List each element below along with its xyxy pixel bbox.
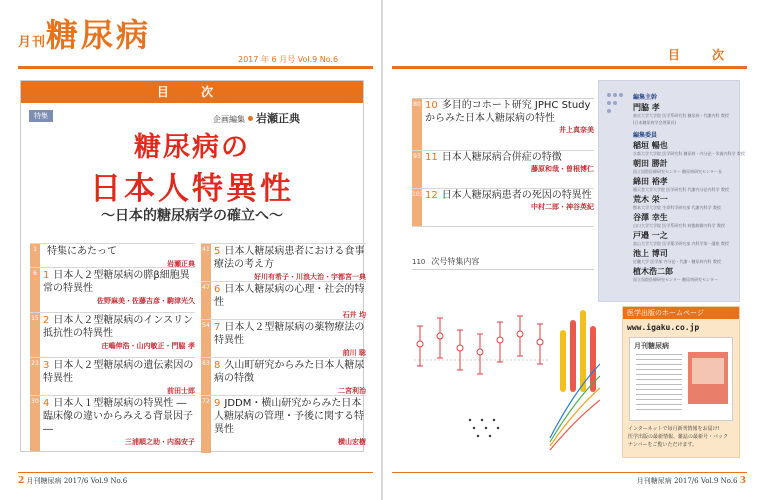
entry-author: 前川 聡: [342, 348, 366, 357]
page-number: 72: [201, 396, 211, 453]
board-member-affiliation: 国立国際医療研究センター 糖尿病研究センター長: [633, 169, 722, 174]
entry-title: 10 多目的コホート研究 JPHC Study からみた日本人糖尿病の特性: [425, 100, 591, 124]
masthead-prefix: 月刊: [18, 35, 47, 50]
editor-name: 岩瀬正典: [256, 112, 300, 125]
toc-entry[interactable]: [30, 243, 195, 267]
chart-scatter-dot: [497, 427, 499, 429]
page-number: 15: [30, 313, 40, 357]
chart-point: [417, 341, 423, 347]
entry-title: 12 日本人糖尿病患者の死因の特異性: [425, 190, 592, 201]
entry-author: 岩瀬正典: [167, 259, 195, 268]
page-number: 30: [30, 396, 40, 451]
toc-entry[interactable]: [30, 267, 195, 312]
chart-point: [457, 345, 463, 351]
footer-text-left: 月刊糖尿病 2017/6 Vol.9 No.6: [26, 477, 128, 485]
board-section-heading: 編集主幹: [633, 94, 658, 100]
next-issue-label: 次号特集内容: [431, 257, 480, 266]
magazine-masthead: [18, 10, 151, 56]
footer-right: [637, 476, 746, 486]
board-decoration-icon: [603, 85, 629, 299]
board-member-name: 綿田 裕孝: [633, 176, 668, 186]
entry-author: 井上真奈美: [559, 125, 594, 134]
board-section-heading: 編集委員: [633, 132, 658, 138]
chart-point: [477, 349, 483, 355]
entry-title: 2 日本人２型糖尿病のインスリン抵抗性の特異性: [43, 315, 194, 339]
board-member-name: 荒木 栄一: [633, 194, 668, 204]
editorial-board-panel: [598, 80, 745, 302]
page-number: 1: [30, 244, 40, 267]
entry-author: 藤原和哉・曽根博仁: [531, 164, 594, 173]
chart-scatter-dot: [477, 435, 479, 437]
board-member-name: 植木浩二郎: [633, 266, 673, 276]
editor-credit: [213, 110, 300, 126]
entry-title: 5 日本人糖尿病患者における食事療法の考え方: [214, 246, 365, 270]
board-member-affiliation: 順天堂大学大学院 医学研究科 代謝内分泌内科学 教授: [633, 187, 729, 192]
page-number: 6: [30, 268, 40, 312]
board-member-name: 谷澤 幸生: [633, 212, 668, 222]
toc-list-continued: [412, 98, 594, 227]
page-number: 103: [412, 189, 422, 226]
toc-entry[interactable]: [201, 357, 366, 395]
chart-scatter-dot: [485, 427, 487, 429]
page-number: 41: [201, 244, 211, 281]
board-member-affiliation: 国立国際医療研究センター 糖尿病研究センター: [633, 277, 718, 282]
footer-left: [18, 476, 127, 486]
chart-bar: [590, 326, 596, 392]
board-member-affiliation: 山口大学大学院 医学系研究科 病態制御内科学 教授: [633, 223, 725, 228]
page-gutter: [381, 0, 383, 500]
entry-title: 6 日本人糖尿病の心理・社会的特性: [214, 284, 365, 308]
entry-title: 3 日本人２型糖尿病の遺伝素因の特異性: [43, 360, 194, 384]
banner-heading: 医学出版のホームページ: [623, 307, 739, 319]
chart-bar: [580, 310, 586, 392]
entry-author: 横山宏樹: [338, 437, 366, 446]
toc-entry[interactable]: [412, 151, 594, 189]
entry-author: 前田士郎: [167, 386, 195, 395]
board-member-name: 池上 博司: [633, 248, 668, 258]
entry-author: 石井 均: [342, 310, 366, 319]
banner-text: [628, 425, 738, 449]
board-member-name: 朝田 勝計: [633, 158, 668, 168]
entry-title: 4 日本人１型糖尿病の特異性 ―臨床像の違いからみえる背景因子―: [43, 398, 193, 435]
cover-image-inset: [692, 358, 724, 384]
chart-point: [497, 337, 503, 343]
toc-entry[interactable]: [30, 312, 195, 357]
cover-text-lines: [636, 354, 682, 414]
page-number: 63: [201, 358, 211, 395]
publisher-banner[interactable]: [622, 306, 740, 458]
entry-author: 佐野麻美・佐藤吉彦・駒津光久: [97, 296, 195, 305]
board-member-affiliation: 近畿大学 医学部 内分泌・代謝・糖尿病内科 教授: [633, 259, 721, 264]
right-page-heading: 目 次: [667, 48, 738, 62]
footer-rule-left: [18, 472, 373, 473]
chart-bar: [570, 320, 576, 392]
chart-scatter-dot: [473, 427, 475, 429]
banner-text-line: インターネットで毎月新刊情報をお届け!: [628, 426, 720, 432]
toc-entry[interactable]: [412, 189, 594, 227]
toc-entry[interactable]: [201, 243, 366, 281]
footer-text-right: 月刊糖尿病 2017/6 Vol.9 No.6: [636, 477, 738, 485]
page-number: 54: [201, 320, 211, 357]
page-number: 23: [30, 358, 40, 395]
issue-label: 2017 年 6 月号 Vol.9 No.6: [238, 55, 339, 64]
board-member-affiliation: 富山大学大学院 医学薬学研究部 内科学第一講座 教授: [633, 241, 729, 246]
feature-title-line2: 日本人特異性: [90, 171, 294, 207]
bullet-icon: [248, 116, 253, 121]
feature-subtitle: ～日本的糖尿病学の確立へ～: [101, 208, 283, 224]
page-number: 93: [412, 151, 422, 188]
toc-entry[interactable]: [201, 395, 366, 453]
entry-title: 特集にあたって: [47, 246, 117, 257]
header-rule-left: [18, 66, 373, 69]
toc-entry[interactable]: [201, 319, 366, 357]
page-number-right: 3: [739, 476, 746, 486]
board-member-affiliation: 京都大学大学院 医学研究科 糖尿病・内分泌・栄養内科学 教授: [633, 151, 745, 156]
toc-entry[interactable]: [30, 357, 195, 395]
chart-point: [537, 339, 543, 345]
chart-point: [517, 331, 523, 337]
chart-bar: [560, 330, 566, 392]
toc-panel: [20, 80, 364, 452]
footer-rule-right: [392, 472, 747, 473]
publisher-url-link[interactable]: www.igaku.co.jp: [627, 323, 700, 332]
next-issue-line[interactable]: [412, 256, 594, 270]
page-number-left: 2: [18, 476, 25, 486]
page-number: 47: [201, 282, 211, 319]
chart-illustration: [410, 300, 600, 452]
feature-title-line1: 糖尿病の: [134, 132, 250, 163]
entry-title: 1 日本人２型糖尿病の膵β細胞異常の特異性: [43, 270, 190, 294]
cover-thumbnail: [629, 337, 733, 421]
board-member-affiliation: (日本糖尿病学会理事長): [633, 120, 677, 125]
entry-title: 7 日本人２型糖尿病の薬物療法の特異性: [214, 322, 365, 346]
board-member-name: 稲垣 暢也: [633, 140, 668, 150]
board-member-affiliation: 熊本大学大学院 生命科学研究部 代謝内科学 教授: [633, 205, 721, 210]
entry-author: 二宮利治: [338, 386, 366, 395]
toc-entry[interactable]: [412, 99, 594, 151]
editor-label: 企画編集: [213, 115, 245, 124]
entry-author: 中村二郎・神谷英紀: [531, 202, 594, 211]
entry-author: 三浦順之助・内潟安子: [125, 437, 195, 446]
board-member-name: 門脇 孝: [633, 102, 660, 112]
board-member-affiliation: 東京大学大学院 医学系研究科 糖尿病・代謝内科 教授: [633, 113, 729, 118]
chart-scatter-dot: [489, 435, 491, 437]
chart-scatter-dot: [493, 419, 495, 421]
chart-point: [437, 333, 443, 339]
cover-title: 月刊糖尿病: [634, 341, 669, 350]
toc-heading-bar: 目 次: [21, 81, 363, 103]
page-number: 80: [412, 99, 422, 150]
banner-text-line: 医学出版の最新情報、雑誌の最新号・バック: [628, 434, 729, 440]
board-member-name: 戸邉 一之: [633, 230, 668, 240]
entry-title: 9 JDDM・横山研究からみた日本人糖尿病の管理・予後に関する特異性: [214, 398, 364, 435]
next-issue-page: 110: [412, 258, 426, 266]
toc-column-right: [201, 243, 366, 453]
feature-tag: 特集: [29, 110, 53, 122]
header-rule-right: [392, 66, 747, 69]
toc-entry[interactable]: [30, 395, 195, 451]
banner-text-line: ナンバーをご覧いただけます。: [628, 442, 698, 448]
toc-entry[interactable]: [201, 281, 366, 319]
entry-author: 庄嶋伸浩・山内敏正・門脇 孝: [101, 341, 195, 350]
entry-title: 11 日本人糖尿病合併症の特徴: [425, 152, 562, 163]
entry-title: 8 久山町研究からみた日本人糖尿病の特徴: [214, 360, 365, 384]
chart-scatter-dot: [481, 419, 483, 421]
chart-scatter-dot: [469, 419, 471, 421]
masthead-title: 糖尿病: [46, 16, 152, 54]
chart-curve: [550, 388, 600, 446]
entry-author: 好川有希子・川浪大治・宇都宮一典: [254, 272, 366, 281]
toc-column-left: [30, 243, 195, 451]
